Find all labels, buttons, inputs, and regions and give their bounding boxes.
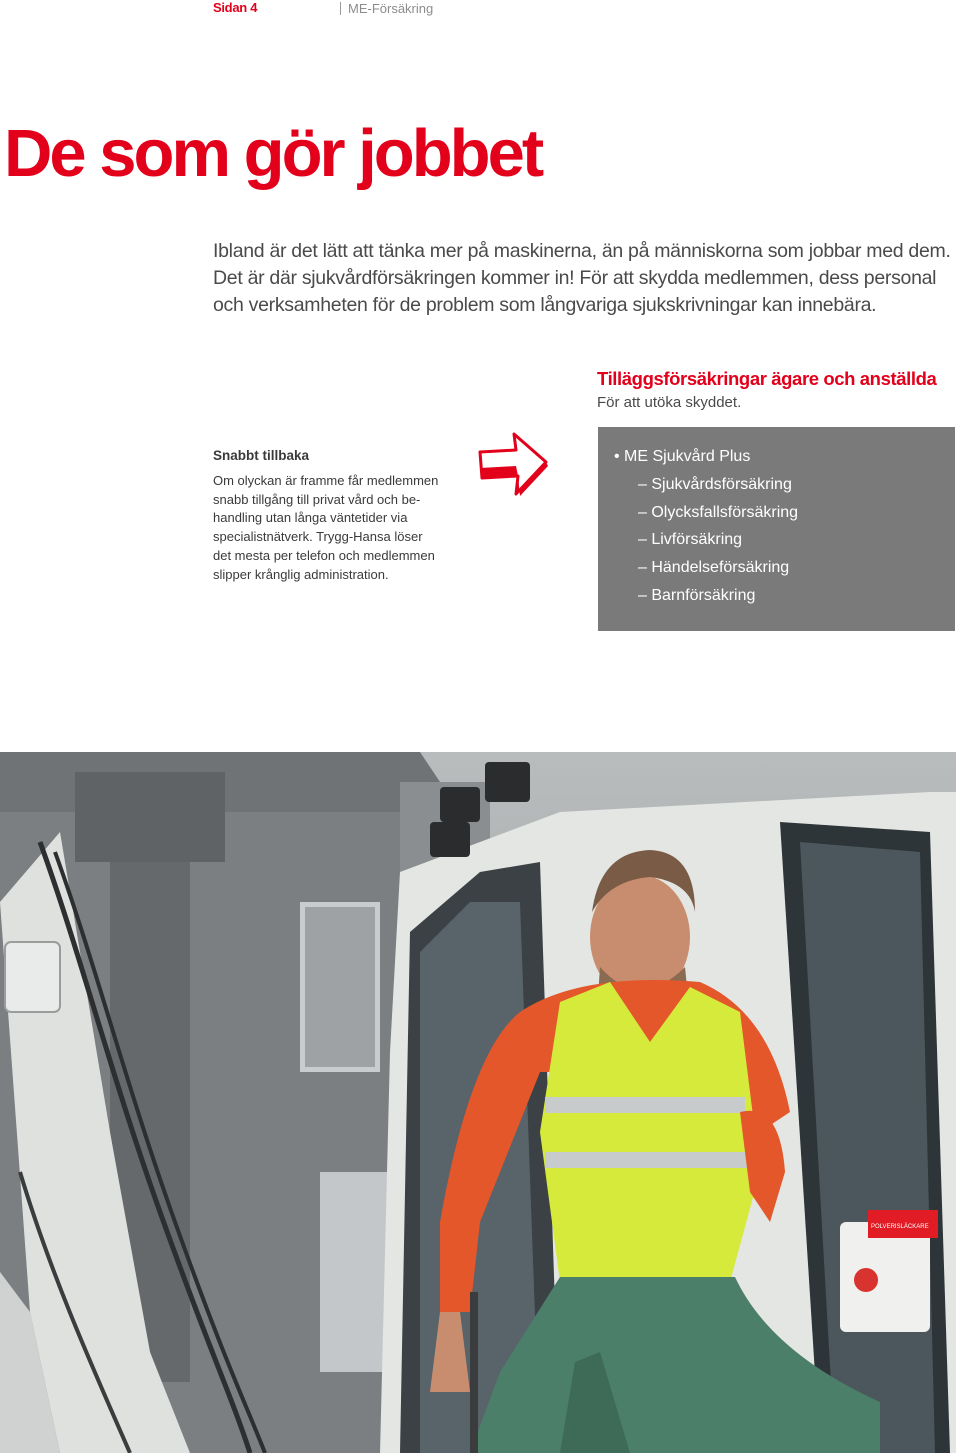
coverage-item: – Barnförsäkring	[638, 587, 756, 604]
quick-back-line: handling utan långa väntetider via	[213, 510, 408, 526]
coverage-item: – Livförsäkring	[638, 531, 743, 548]
arrow-right-icon	[476, 430, 550, 498]
intro-line: Det är där sjukvårdförsäkringen kommer in! För att skydda medlemmen, dess personal	[213, 267, 937, 289]
coverage-item: – Sjukvårdsförsäkring	[638, 476, 792, 493]
intro-line: och verksamheten för de problem som långvariga sjukskrivningar kan innebära.	[213, 294, 877, 316]
document-title: ME-Försäkring	[348, 1, 434, 16]
header-divider	[340, 2, 341, 15]
extinguisher-sign: POLVERISLÄCKARE	[871, 1224, 929, 1230]
coverage-item: – Händelseförsäkring	[638, 559, 790, 576]
quick-back-line: Om olyckan är framme får medlemmen	[213, 473, 439, 488]
addon-subtitle: För att utöka skyddet.	[597, 394, 742, 411]
coverage-main-item: • ME Sjukvård Plus	[614, 448, 751, 465]
quick-back-line: specialistnätverk. Trygg-Hansa löser	[213, 529, 423, 545]
addon-title: Tilläggsförsäkringar ägare och anställda	[597, 368, 937, 389]
worker-photo	[0, 752, 956, 1453]
quick-back-body	[213, 472, 473, 584]
page-title: De som gör jobbet	[4, 116, 542, 191]
quick-back-line: slipper krånglig administration.	[213, 566, 389, 582]
quick-back-title: Snabbt tillbaka	[213, 448, 310, 463]
intro-line: Ibland är det lätt att tänka mer på maskinerna, än på människorna som jobbar med dem.	[213, 240, 951, 262]
intro-paragraph	[213, 238, 953, 319]
quick-back-line: snabb tillgång till privat vård och be-	[213, 491, 421, 507]
quick-back-line: det mesta per telefon och medlemmen	[213, 547, 435, 563]
worker-photo-illustration	[0, 752, 956, 1453]
page-number: Sidan 4	[213, 0, 258, 15]
coverage-item: – Olycksfallsförsäkring	[638, 504, 799, 521]
